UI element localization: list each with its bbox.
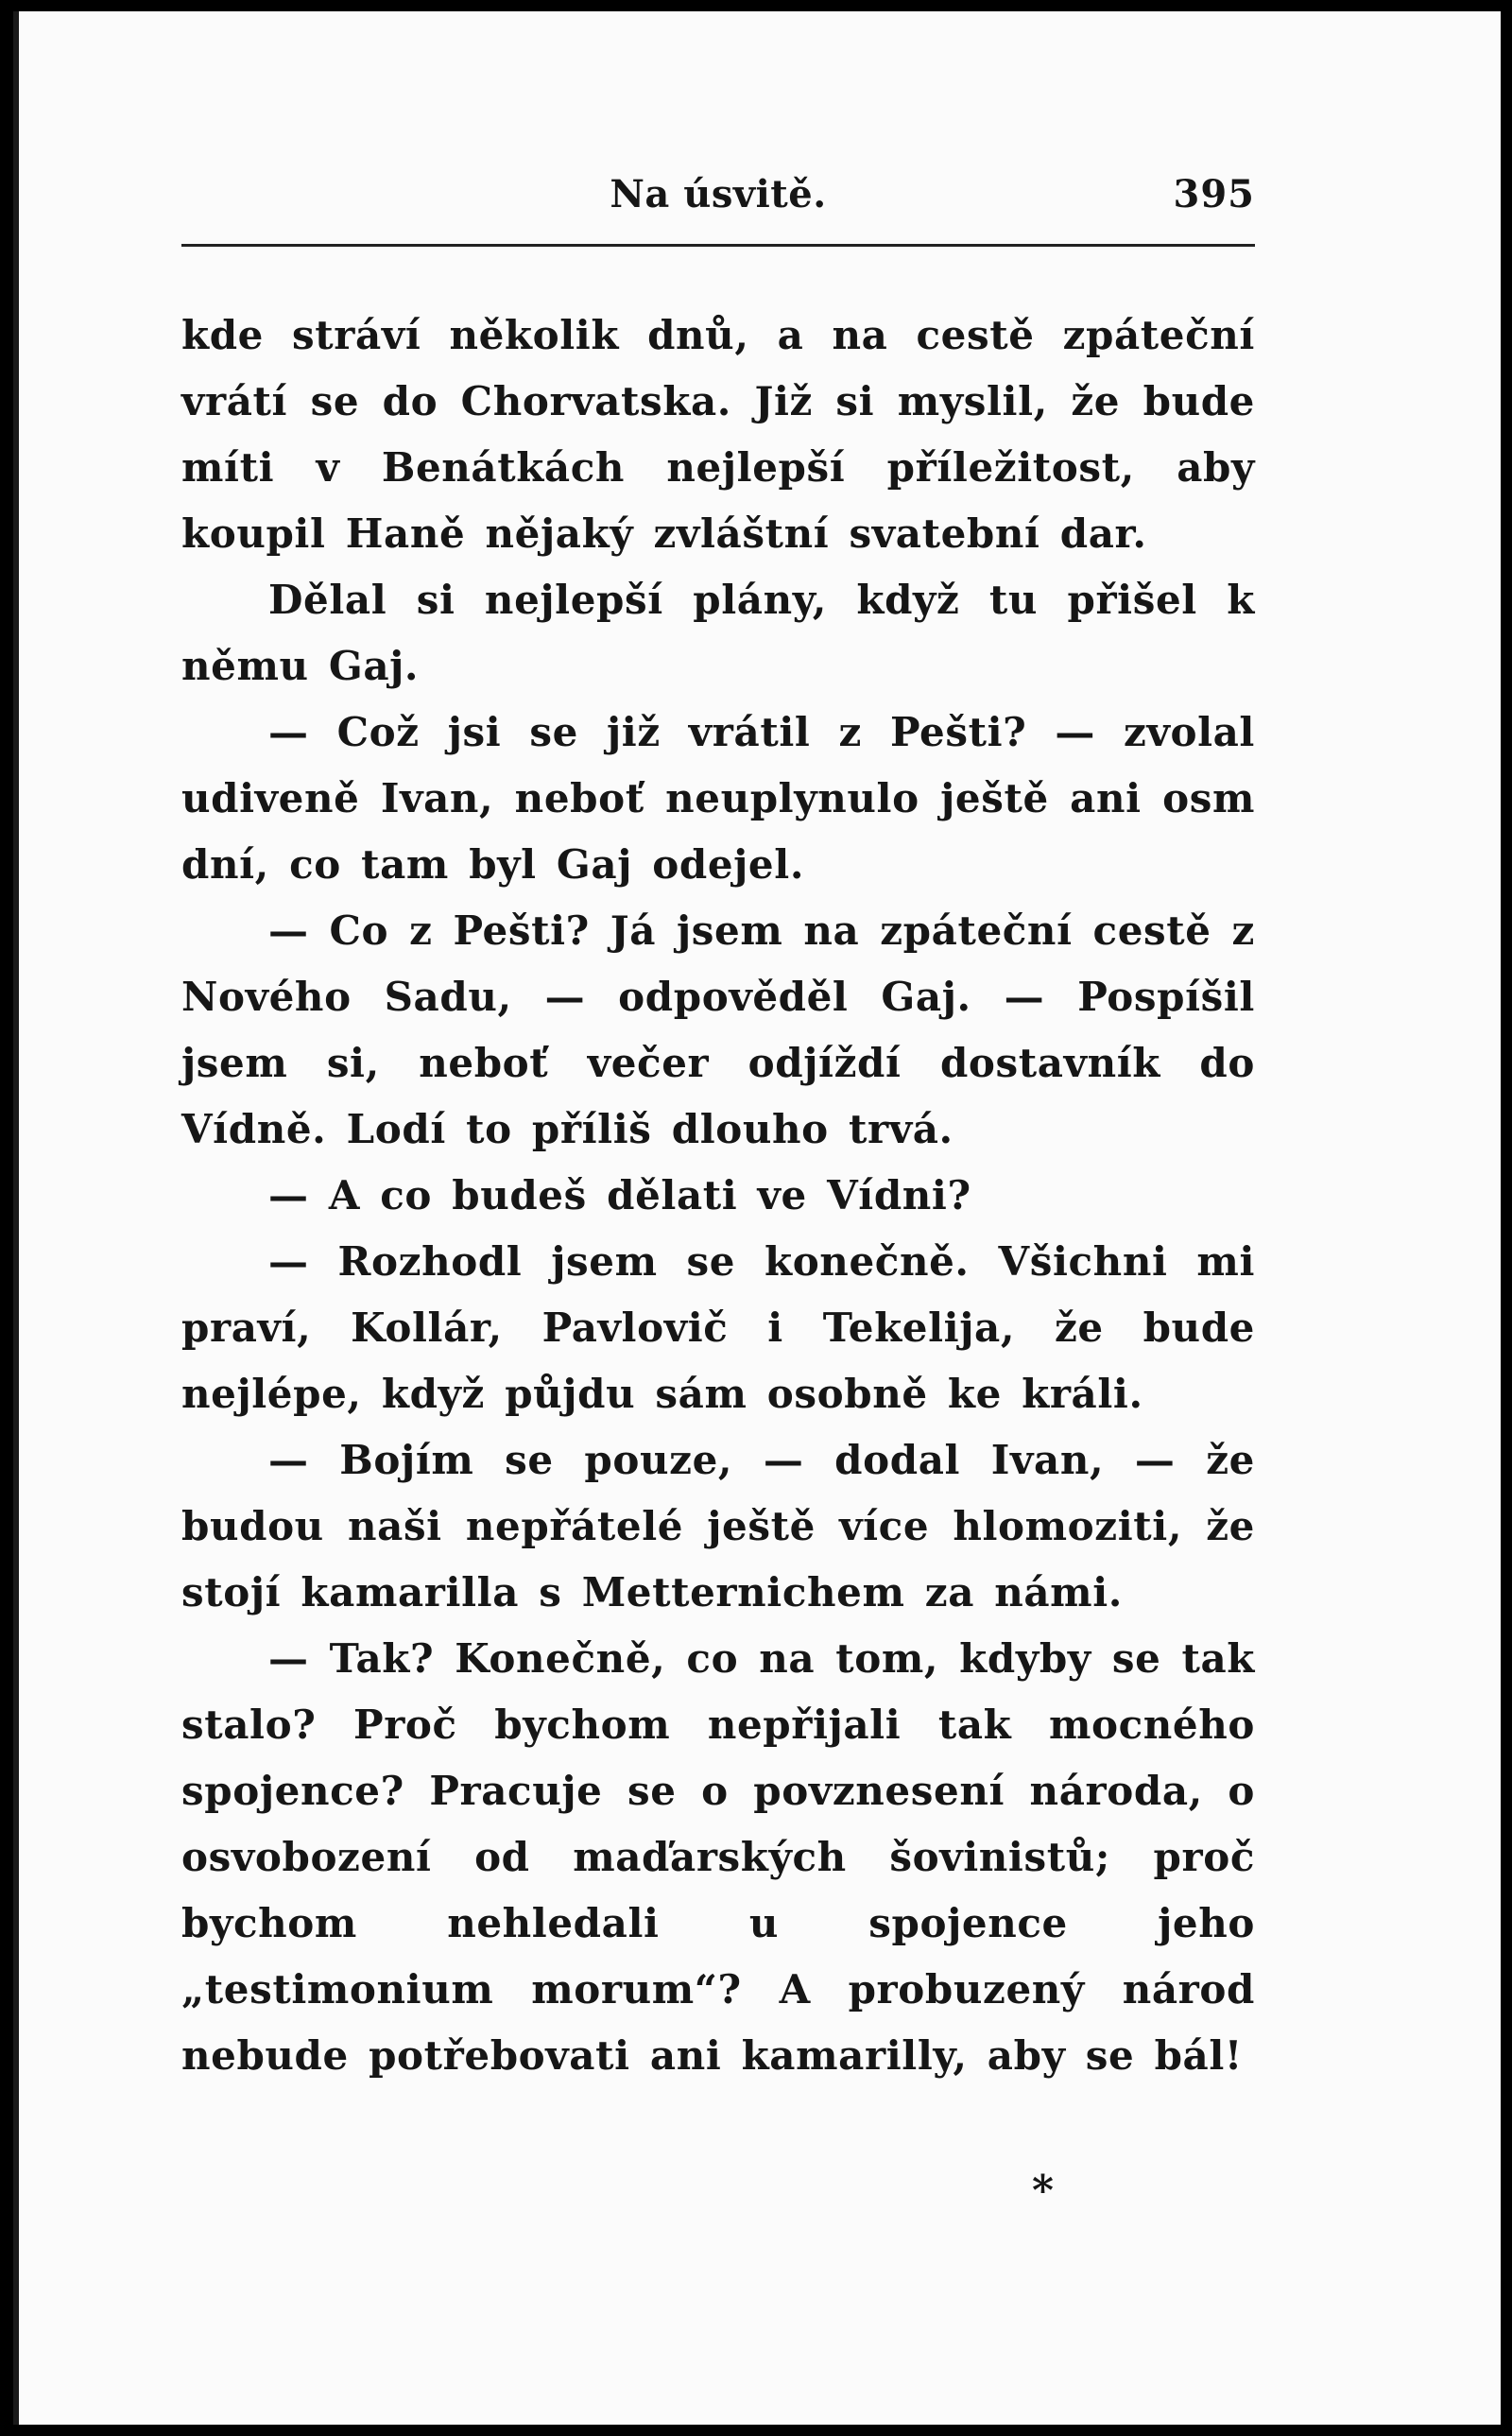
page-header [181, 163, 1255, 231]
paragraph: — Což jsi se již vrátil z Pešti? — zvolal udiveně Ivan, neboť neuplynulo ještě ani osm dní, co tam byl Gaj odejel. [181, 709, 1255, 888]
paragraph: kde stráví několik dnů, a na cestě zpáteční vrátí se do Chorvatska. Již si myslil, že bude míti v Benátkách nejlepší příležitost, aby koupil Haně nějaký zvláštní svatební dar. [181, 312, 1255, 557]
paragraph: — Rozhodl jsem se konečně. Všichni mi praví, Kollár, Pavlovič i Tekelija, že bude nejlépe, když půjdu sám osobně ke králi. [181, 1238, 1255, 1417]
body-text [181, 302, 1255, 2089]
page-number: 395 [1173, 172, 1255, 216]
paragraph: — Bojím se pouze, — dodal Ivan, — že budou naši nepřátelé ještě více hlomoziti, že stojí kamarilla s Metternichem za námi. [181, 1437, 1255, 1615]
section-ornament: * [1032, 2167, 1055, 2215]
running-title: Na úsvitě. [610, 172, 827, 216]
header-rule [181, 244, 1255, 247]
scanned-page [13, 11, 1501, 2425]
paragraph: — Tak? Konečně, co na tom, kdyby se tak stalo? Proč bychom nepřijali tak mocného spojence? Pracuje se o povznesení národa, o osvobození od maďarských šovinistů; proč bychom nehledali u spojence jeho „testimonium morum“? A probuzený národ nebude potřebovati ani kamarilly, aby se bál! [181, 1635, 1255, 2079]
paragraph: — Co z Pešti? Já jsem na zpáteční cestě z Nového Sadu, — odpověděl Gaj. — Pospíšil jsem si, neboť večer odjíždí dostavník do Vídně. Lodí to příliš dlouho trvá. [181, 907, 1255, 1152]
book-page [181, 163, 1255, 2215]
paragraph: Dělal si nejlepší plány, když tu přišel k němu Gaj. [181, 577, 1255, 689]
paragraph: — A co budeš dělati ve Vídni? [268, 1172, 971, 1218]
